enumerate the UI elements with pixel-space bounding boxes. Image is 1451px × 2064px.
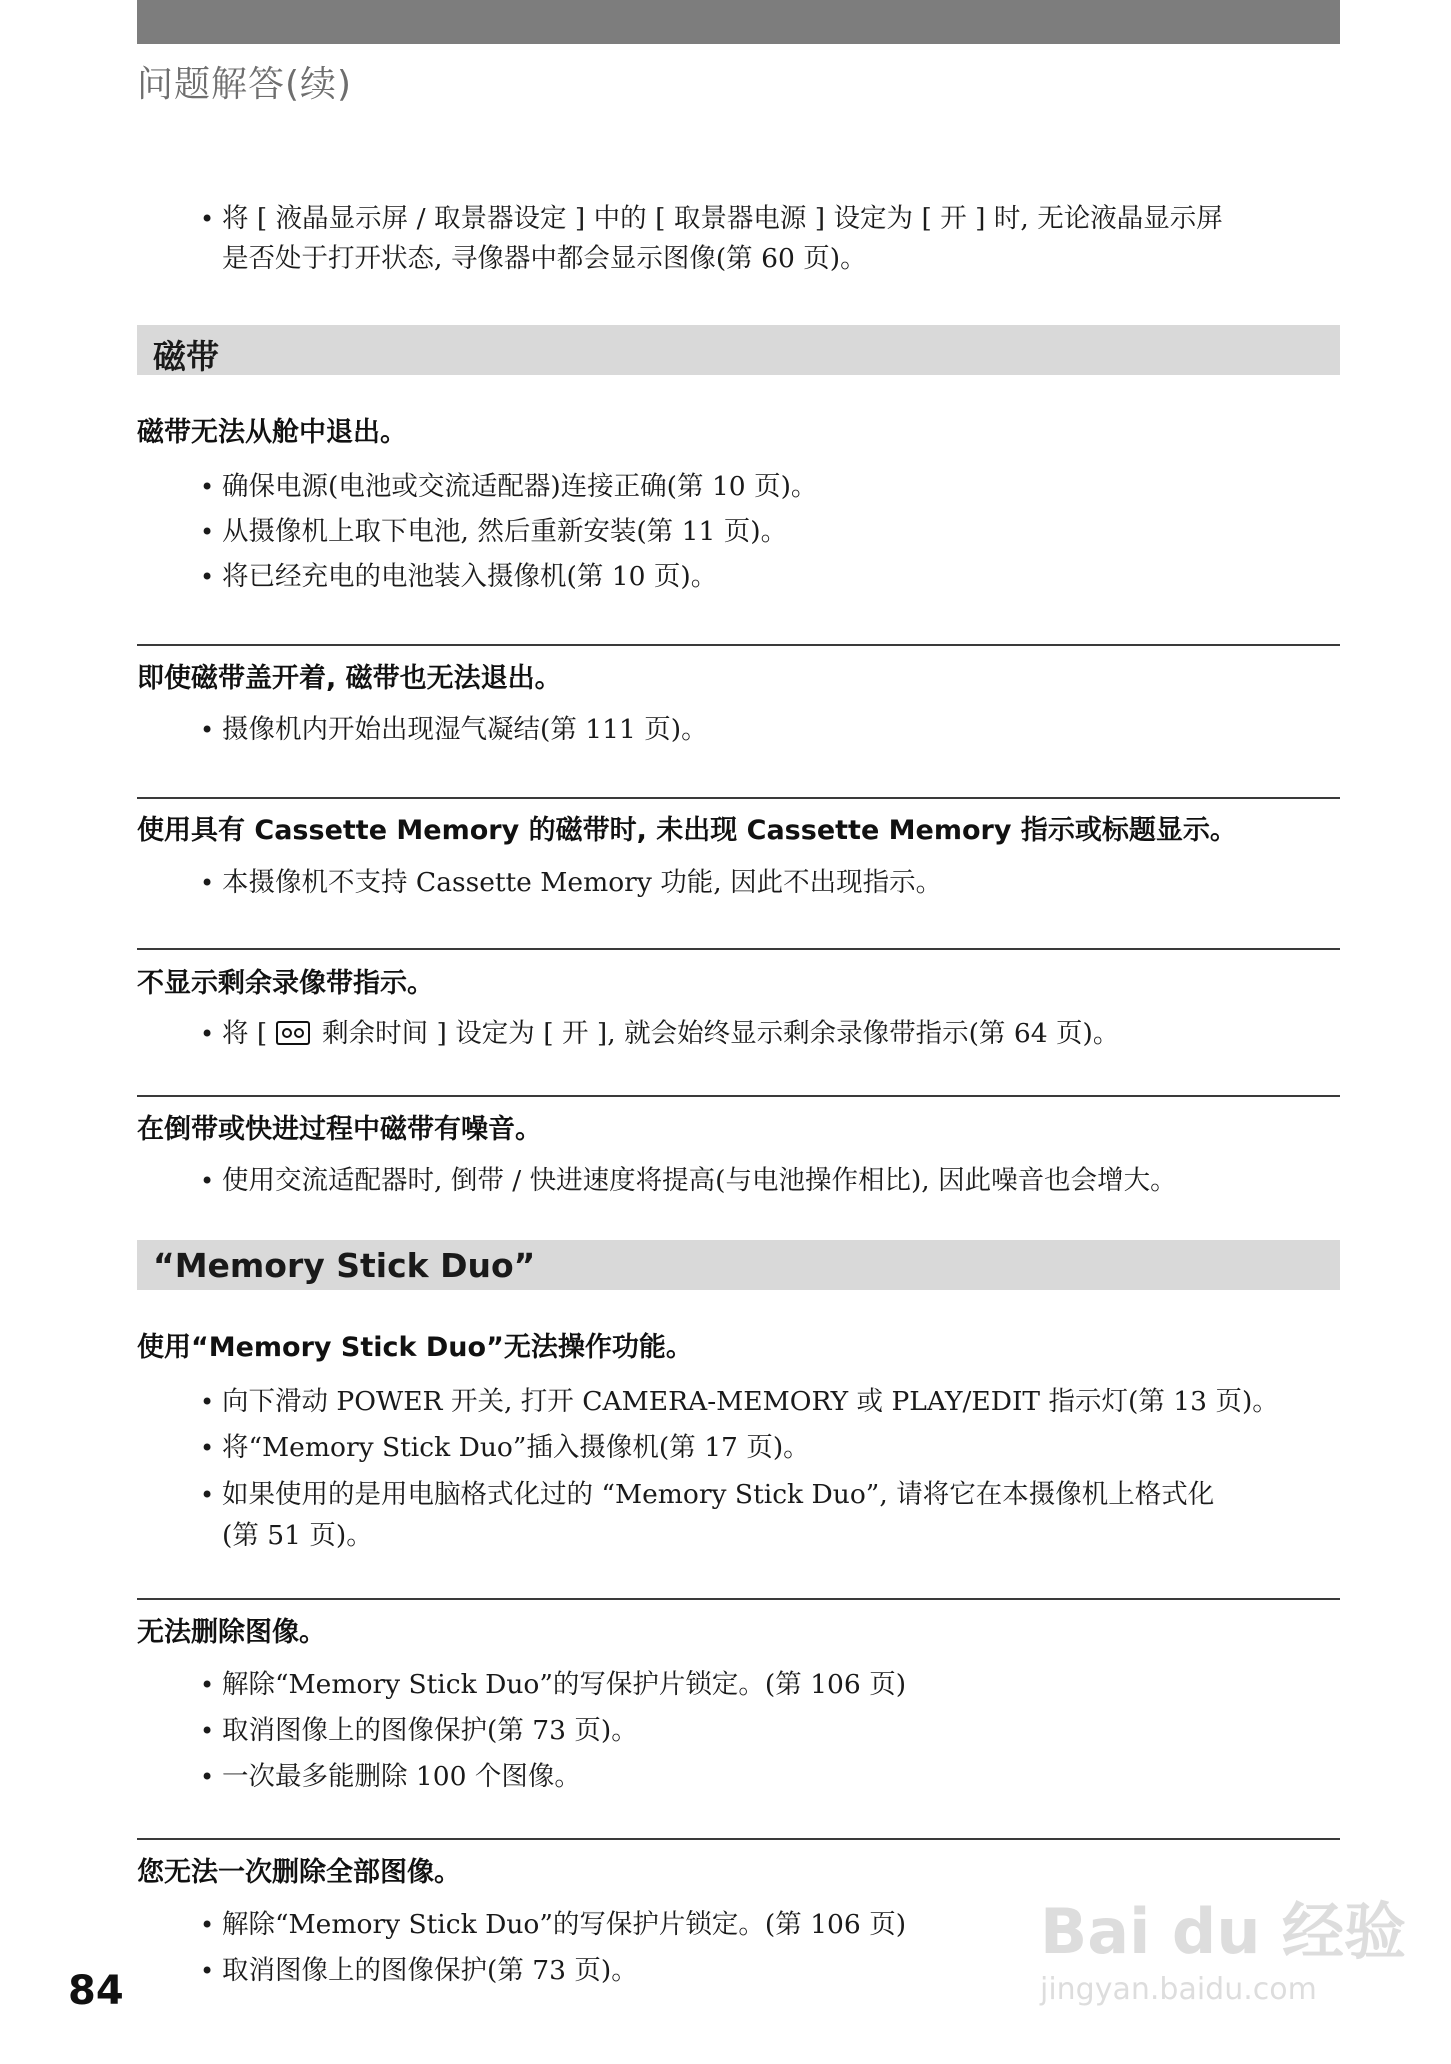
question-heading: 不显示剩余录像带指示。 [137,968,434,999]
divider [137,1598,1340,1600]
question-heading: 即使磁带盖开着, 磁带也无法退出。 [137,663,562,694]
top-header-bar [137,0,1340,44]
question-heading: 您无法一次删除全部图像。 [137,1857,461,1888]
divider [137,644,1340,646]
question-heading: 在倒带或快进过程中磁带有噪音。 [137,1114,542,1145]
question-heading: 无法删除图像。 [137,1617,326,1648]
intro-bullet-line-2: 是否处于打开状态, 寻像器中都会显示图像(第 60 页)。 [222,243,867,274]
divider [137,797,1340,799]
divider [137,1838,1340,1840]
section-header-tape [137,325,1340,375]
baidu-watermark [1040,1872,1407,2022]
divider [137,1095,1340,1097]
page-number: 84 [68,1968,124,2014]
tape-icon [276,1021,310,1045]
section-title: “Memory Stick Duo” [153,1246,536,1285]
intro-bullet-line-1: 将 [ 液晶显示屏 / 取景器设定 ] 中的 [ 取景器电源 ] 设定为 [ 开 ] 时, 无论液晶显示屏 [222,203,1223,234]
section-header-memory-stick [137,1240,1340,1290]
divider [137,948,1340,950]
question-heading: 磁带无法从舱中退出。 [137,417,407,448]
running-title: 问题解答(续) [137,64,353,105]
watermark-url: jingyan.baidu.com [1040,1972,1317,2007]
question-heading: 使用“Memory Stick Duo”无法操作功能。 [137,1332,693,1363]
watermark-brand: Bai du 经验 [1040,1895,1407,1968]
question-heading: 使用具有 Cassette Memory 的磁带时, 未出现 Cassette Memory 指示或标题显示。 [137,815,1237,846]
section-title: 磁带 [153,337,219,376]
